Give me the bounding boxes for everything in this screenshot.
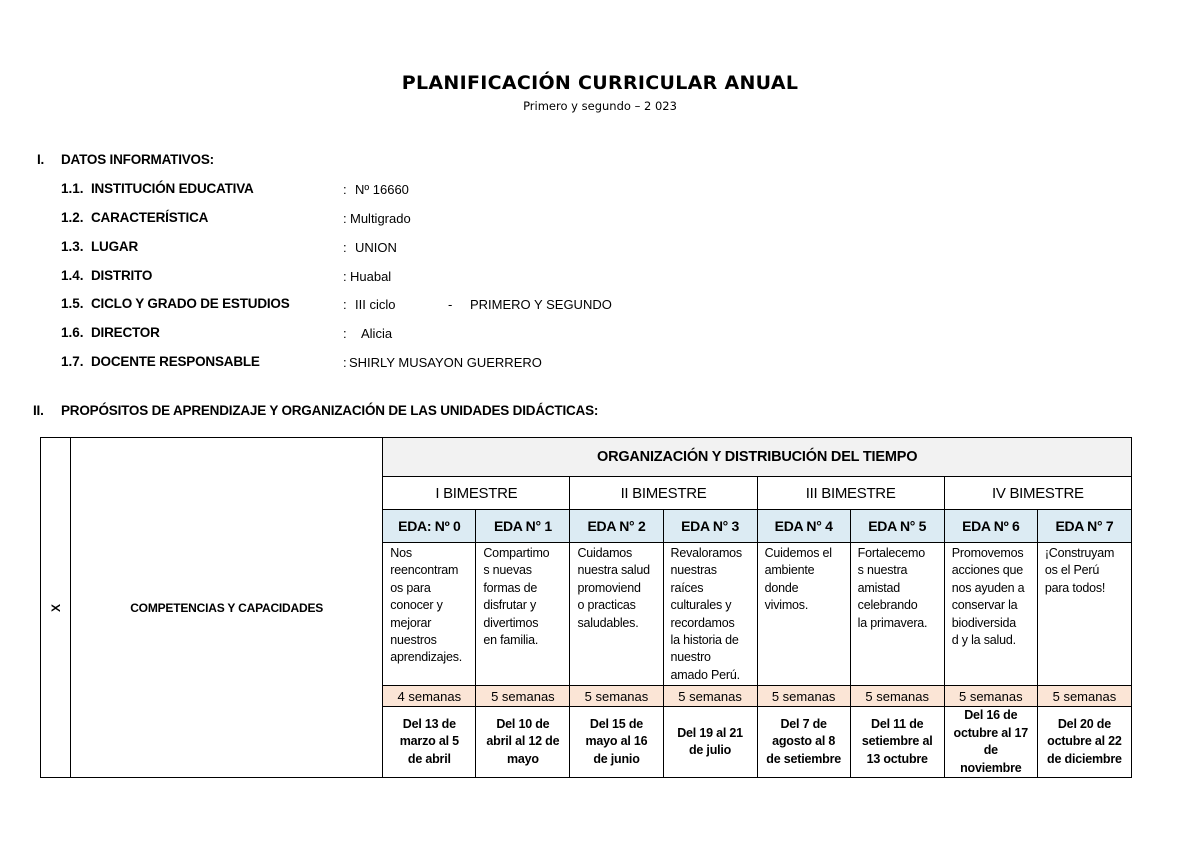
dates-line: de abril xyxy=(407,751,451,766)
description-line: reencontram xyxy=(390,563,459,578)
description-line: Nos xyxy=(390,546,412,560)
info-label: LUGAR xyxy=(91,239,138,254)
description-line: saludables. xyxy=(577,615,639,630)
info-num: 1.2. xyxy=(61,210,84,225)
section2-title: PROPÓSITOS DE APRENDIZAJE Y ORGANIZACIÓN DE LAS UNIDADES DIDÁCTICAS: xyxy=(61,403,599,418)
competencies-header: COMPETENCIAS Y CAPACIDADES xyxy=(71,438,383,778)
eda-header: EDA N° 7 xyxy=(1037,510,1131,543)
description-line: acciones que xyxy=(951,563,1024,578)
info-value: Multigrado xyxy=(350,211,411,226)
description-line: conservar la xyxy=(951,598,1018,613)
info-num: 1.6. xyxy=(61,325,84,340)
info-value: Nº 16660 xyxy=(355,182,409,197)
weeks-cell: 5 semanas xyxy=(944,686,1037,707)
eda-header: EDA N° 3 xyxy=(663,510,757,543)
dates-line: mayo al 16 xyxy=(585,734,648,749)
description-line: promoviend xyxy=(577,580,641,595)
info-colon: : xyxy=(343,182,347,197)
info-label: DISTRITO xyxy=(91,268,153,283)
description-line: nuestros xyxy=(390,633,437,648)
eda-description-cell xyxy=(757,543,850,686)
eda-description-cell xyxy=(383,543,476,686)
description-line: la historia de xyxy=(670,633,739,648)
dates-line: agosto al 8 xyxy=(772,734,836,749)
description-line: os para xyxy=(390,580,431,595)
bimester-header: III BIMESTRE xyxy=(757,477,944,510)
dates-line: Del 13 de xyxy=(402,716,456,731)
description-line: mejorar xyxy=(390,615,432,630)
eda-dates-cell xyxy=(944,707,1037,778)
dates-line: Del 11 de xyxy=(871,716,924,731)
dates-line: 13 octubre xyxy=(866,751,928,766)
eda-dates-cell xyxy=(476,707,570,778)
dates-line: de julio xyxy=(688,743,732,757)
eda-header: EDA: Nº 0 xyxy=(383,510,476,543)
weeks-cell: 5 semanas xyxy=(570,686,663,707)
description-line: s nuestra xyxy=(857,563,908,578)
eda-description-cell xyxy=(663,543,757,686)
info-num: 1.5. xyxy=(61,296,84,311)
description-line: en familia. xyxy=(483,633,539,648)
description-line: Cuidemos el xyxy=(764,546,832,560)
description-line: os el Perú xyxy=(1044,563,1100,578)
dates-line: de xyxy=(983,743,998,757)
eda-dates-cell xyxy=(757,707,850,778)
dates-line: Del 10 de xyxy=(496,716,550,731)
eda-header: EDA N° 5 xyxy=(850,510,944,543)
organization-header: ORGANIZACIÓN Y DISTRIBUCIÓN DEL TIEMPO xyxy=(383,438,1132,477)
info-dash: - xyxy=(448,297,453,312)
eda-header: EDA N° 2 xyxy=(570,510,663,543)
description-line: Promovemos xyxy=(951,546,1024,560)
info-colon: : xyxy=(343,297,347,312)
description-line: biodiversida xyxy=(951,615,1017,630)
x-column xyxy=(41,438,71,778)
eda-dates-cell xyxy=(1037,707,1131,778)
description-line: donde xyxy=(764,580,799,595)
bimester-header: I BIMESTRE xyxy=(383,477,570,510)
dates-line: Del 20 de xyxy=(1057,716,1111,731)
description-line: d y la salud. xyxy=(951,633,1016,648)
description-line: s nuevas xyxy=(483,563,532,578)
eda-description-cell xyxy=(944,543,1037,686)
dates-line: Del 15 de xyxy=(589,716,644,731)
weeks-cell: 5 semanas xyxy=(1037,686,1131,707)
description-line: conocer y xyxy=(390,598,443,613)
eda-description-cell xyxy=(1037,543,1131,686)
dates-line: octubre al 17 xyxy=(953,725,1029,740)
section1-title: DATOS INFORMATIVOS: xyxy=(61,152,214,167)
info-colon: : xyxy=(343,211,347,226)
description-line: Compartimo xyxy=(483,546,550,560)
description-line: recordamos xyxy=(670,615,735,630)
weeks-cell: 5 semanas xyxy=(663,686,757,707)
bimester-header: II BIMESTRE xyxy=(570,477,757,510)
description-line: ambiente xyxy=(764,563,815,578)
info-label: DIRECTOR xyxy=(91,325,160,340)
description-line: nos ayuden a xyxy=(951,580,1025,595)
section1-number: I. xyxy=(37,152,45,167)
info-colon: : xyxy=(343,326,347,341)
info-num: 1.3. xyxy=(61,239,84,254)
x-label: X xyxy=(48,603,63,612)
description-line: Cuidamos xyxy=(577,546,633,560)
info-value-secondary: PRIMERO Y SEGUNDO xyxy=(470,297,612,312)
dates-line: abril al 12 de xyxy=(486,734,560,749)
info-colon: : xyxy=(343,240,347,255)
section2-number: II. xyxy=(33,403,44,418)
info-label: INSTITUCIÓN EDUCATIVA xyxy=(91,181,254,196)
description-line: Fortalecemo xyxy=(857,546,925,560)
description-line: aprendizajes. xyxy=(390,650,463,665)
dates-line: setiembre al xyxy=(861,734,933,749)
description-line: o practicas xyxy=(577,598,636,613)
description-line: ¡Construyam xyxy=(1044,546,1115,560)
description-line: vivimos. xyxy=(764,598,809,613)
info-label: CARACTERÍSTICA xyxy=(91,210,209,225)
info-value: Alicia xyxy=(361,326,393,341)
dates-line: mayo xyxy=(506,751,539,766)
eda-description-cell xyxy=(570,543,663,686)
description-line: para todos! xyxy=(1044,580,1106,595)
eda-dates-cell xyxy=(570,707,663,778)
eda-header: EDA Nº 6 xyxy=(944,510,1037,543)
weeks-cell: 5 semanas xyxy=(476,686,570,707)
description-line: nuestra salud xyxy=(577,563,650,578)
dates-line: de junio xyxy=(593,751,640,766)
info-value: III ciclo xyxy=(355,297,396,312)
weeks-cell: 5 semanas xyxy=(757,686,850,707)
description-line: Revaloramos xyxy=(670,546,742,560)
weeks-cell: 4 semanas xyxy=(383,686,476,707)
eda-header: EDA N° 4 xyxy=(757,510,850,543)
info-value: UNION xyxy=(355,240,397,255)
eda-dates-cell xyxy=(663,707,757,778)
description-line: nuestras xyxy=(670,563,717,578)
info-label: DOCENTE RESPONSABLE xyxy=(91,354,260,369)
info-num: 1.4. xyxy=(61,268,84,283)
dates-line: noviembre xyxy=(960,760,1022,775)
description-line: nuestro xyxy=(670,650,711,665)
description-line: amistad xyxy=(857,580,901,595)
info-value: SHIRLY MUSAYON GUERRERO xyxy=(349,355,542,370)
dates-line: de diciembre xyxy=(1047,751,1122,766)
eda-description-cell xyxy=(476,543,570,686)
description-line: formas de xyxy=(483,580,538,595)
info-colon: : xyxy=(343,269,347,284)
eda-dates-cell xyxy=(850,707,944,778)
weeks-cell: 5 semanas xyxy=(850,686,944,707)
description-line: disfrutar y xyxy=(483,598,537,613)
eda-dates-cell xyxy=(383,707,476,778)
page-subtitle: Primero y segundo – 2 023 xyxy=(523,99,677,113)
description-line: amado Perú. xyxy=(670,667,740,682)
dates-line: octubre al 22 xyxy=(1047,734,1122,749)
info-num: 1.7. xyxy=(61,354,84,369)
dates-line: Del 16 de xyxy=(964,708,1018,722)
dates-line: Del 19 al 21 xyxy=(677,725,743,740)
description-line: culturales y xyxy=(670,598,732,613)
info-value: Huabal xyxy=(350,269,392,284)
info-num: 1.1. xyxy=(61,181,84,196)
dates-line: Del 7 de xyxy=(780,716,827,731)
dates-line: de setiembre xyxy=(766,751,841,766)
planning-table xyxy=(40,437,1132,778)
description-line: divertimos xyxy=(483,615,539,630)
bimester-header: IV BIMESTRE xyxy=(944,477,1131,510)
description-line: raíces xyxy=(670,580,704,595)
dates-line: marzo al 5 xyxy=(399,734,459,749)
eda-description-cell xyxy=(850,543,944,686)
eda-header: EDA N° 1 xyxy=(476,510,570,543)
info-label: CICLO Y GRADO DE ESTUDIOS xyxy=(91,296,290,311)
description-line: la primavera. xyxy=(857,615,928,630)
info-colon: : xyxy=(343,355,347,370)
page-title: PLANIFICACIÓN CURRICULAR ANUAL xyxy=(401,72,799,94)
description-line: celebrando xyxy=(857,598,918,613)
